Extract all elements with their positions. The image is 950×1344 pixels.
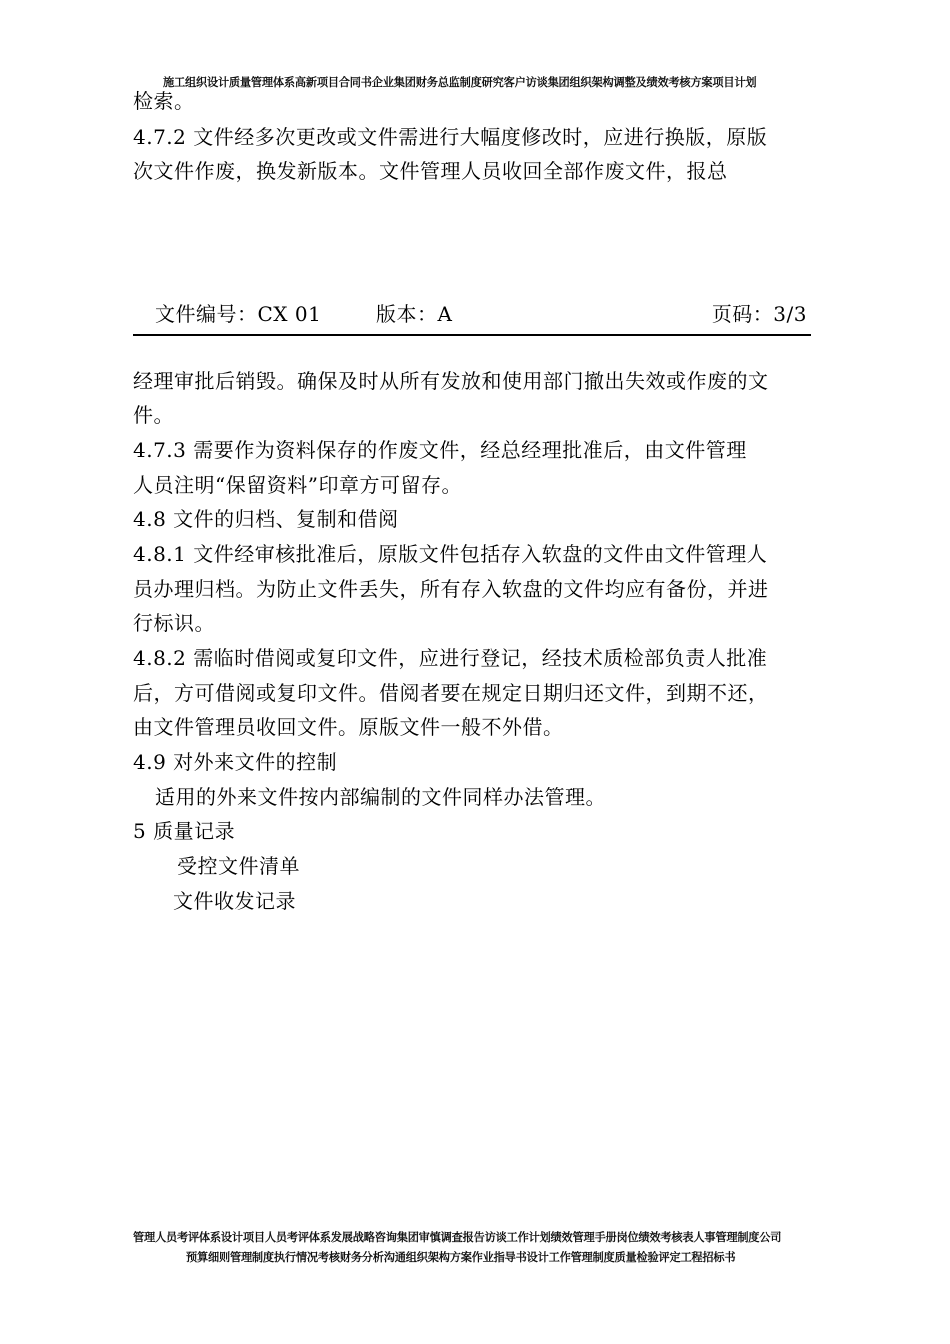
doc-number: 文件编号：CX 01 bbox=[155, 302, 322, 326]
section-heading-5: 5 质量记录 bbox=[133, 819, 236, 843]
continuation-line-2: 4.7.2 文件经多次更改或文件需进行大幅度修改时，应进行换版，原版 bbox=[133, 125, 768, 149]
body-line-1: 经理审批后销毁。确保及时从所有发放和使用部门撤出失效或作废的文 bbox=[133, 369, 769, 393]
record-item-1: 受控文件清单 bbox=[177, 854, 300, 878]
body-line-10: 后，方可借阅或复印文件。借阅者要在规定日期归还文件，到期不还， bbox=[133, 681, 769, 705]
top-banner: 施工组织设计质量管理体系高新项目合同书企业集团财务总监制度研究客户访谈集团组织架构调整及绩效考核方案项目计划 bbox=[163, 76, 757, 89]
body-line-6: 4.8.1 文件经审核批准后，原版文件包括存入软盘的文件由文件管理人 bbox=[133, 542, 768, 566]
section-heading-4-8: 4.8 文件的归档、复制和借阅 bbox=[133, 507, 399, 531]
body-line-9: 4.8.2 需临时借阅或复印文件，应进行登记，经技术质检部负责人批准 bbox=[133, 646, 768, 670]
body-line-13: 适用的外来文件按内部编制的文件同样办法管理。 bbox=[155, 785, 606, 809]
doc-version: 版本：A bbox=[376, 302, 453, 326]
document-header bbox=[133, 290, 811, 336]
body-line-3: 4.7.3 需要作为资料保存的作废文件，经总经理批准后，由文件管理 bbox=[133, 438, 747, 462]
body-line-4: 人员注明“保留资料”印章方可留存。 bbox=[133, 473, 462, 497]
continuation-line-1: 检索。 bbox=[133, 89, 195, 113]
record-item-2: 文件收发记录 bbox=[173, 889, 296, 913]
body-line-11: 由文件管理员收回文件。原版文件一般不外借。 bbox=[133, 715, 564, 739]
body-line-8: 行标识。 bbox=[133, 611, 215, 635]
bottom-banner-line-2: 预算细则管理制度执行情况考核财务分析沟通组织架构方案作业指导书设计工作管理制度质量检验评定工程招标书 bbox=[186, 1251, 736, 1264]
bottom-banner-line-1: 管理人员考评体系设计项目人员考评体系发展战略咨询集团审慎调查报告访谈工作计划绩效管理手册岗位绩效考核表人事管理制度公司 bbox=[133, 1231, 782, 1244]
body-line-2: 件。 bbox=[133, 403, 174, 427]
page-number: 页码：3/3 bbox=[711, 302, 807, 326]
section-heading-4-9: 4.9 对外来文件的控制 bbox=[133, 750, 338, 774]
body-line-7: 员办理归档。为防止文件丢失，所有存入软盘的文件均应有备份，并进 bbox=[133, 577, 769, 601]
continuation-line-3: 次文件作废，换发新版本。文件管理人员收回全部作废文件，报总 bbox=[133, 159, 728, 183]
